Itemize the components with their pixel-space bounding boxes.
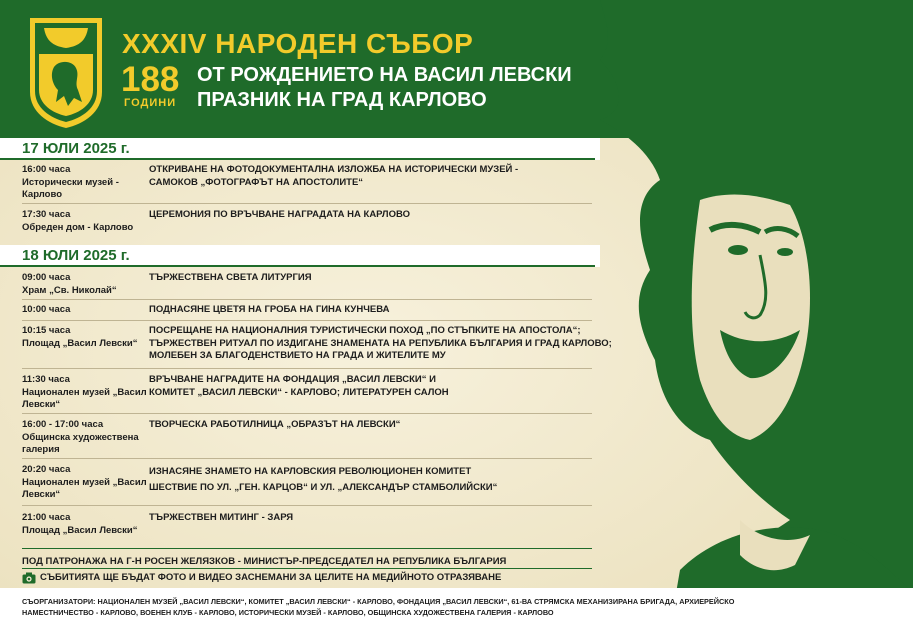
divider xyxy=(22,458,592,459)
event-description: ПОСРЕЩАНЕ НА НАЦИОНАЛНИЯ ТУРИСТИЧЕСКИ ПОХОД „ПО СТЪПКИТЕ НА АПОСТОЛА“; ТЪРЖЕСТВЕН РИТУАЛ ПО ИЗДИГАНЕ ЗНАМЕНАТА НА РЕПУБЛИКА БЪЛГАРИЯ И ГРАД КАРЛОВО; МОЛЕБЕН ЗА БЛАГОДЕНСТВИЕТО НА ГРАДА И ЖИТЕЛИТЕ МУ xyxy=(149,325,612,361)
footer-divider xyxy=(22,548,592,549)
day-header-18-july xyxy=(0,245,600,267)
event-time-location: 21:00 часа Площад „Васил Левски“ xyxy=(22,512,138,536)
event-description: ВРЪЧВАНЕ НАГРАДИТЕ НА ФОНДАЦИЯ „ВАСИЛ ЛЕВСКИ“ И КОМИТЕТ „ВАСИЛ ЛЕВСКИ“ - КАРЛОВО; ЛИТЕРАТУРЕН САЛОН xyxy=(149,374,449,398)
subtitle-holiday: ПРАЗНИК НА ГРАД КАРЛОВО xyxy=(197,89,487,111)
event-time-location: 20:20 часа Национален музей „Васил Левски“ xyxy=(22,464,147,500)
coorganizers-band xyxy=(0,588,913,628)
event-description: ТВОРЧЕСКА РАБОТИЛНИЦА „ОБРАЗЪТ НА ЛЕВСКИ“ xyxy=(149,419,401,430)
anniversary-years-word: ГОДИНИ xyxy=(124,97,177,109)
coat-of-arms-logo xyxy=(24,12,108,130)
footer-divider xyxy=(22,568,592,569)
event-time-location: 16:00 - 17:00 часа Общинска художествена галерия xyxy=(22,419,139,455)
festival-title: XXXIV НАРОДЕН СЪБОР xyxy=(122,28,474,59)
divider xyxy=(22,505,592,506)
event-time-location: 16:00 часа Исторически музей - Карлово xyxy=(22,164,119,200)
event-description: ОТКРИВАНЕ НА ФОТОДОКУМЕНТАЛНА ИЗЛОЖБА НА ИСТОРИЧЕСКИ МУЗЕЙ - САМОКОВ „ФОТОГРАФЪТ НА АПОСТОЛИТЕ“ xyxy=(149,164,519,188)
day-header-17-july xyxy=(0,138,600,160)
divider xyxy=(22,203,592,204)
event-description: ИЗНАСЯНЕ ЗНАМЕТО НА КАРЛОВСКИЯ РЕВОЛЮЦИОНЕН КОМИТЕТ ШЕСТВИЕ ПО УЛ. „ГЕН. КАРЦОВ“ И УЛ. „АЛЕКСАНДЪР СТАМБОЛИЙСКИ“ xyxy=(149,466,498,493)
event-time-location: 09:00 часа Храм „Св. Николай“ xyxy=(22,272,117,296)
patronage-text: ПОД ПАТРОНАЖА НА Г-Н РОСЕН ЖЕЛЯЗКОВ - МИНИСТЪР-ПРЕДСЕДАТЕЛ НА РЕПУБЛИКА БЪЛГАРИЯ xyxy=(22,556,507,567)
event-description: ЦЕРЕМОНИЯ ПО ВРЪЧВАНЕ НАГРАДАТА НА КАРЛОВО xyxy=(149,209,410,220)
event-time-location: 10:15 часа Площад „Васил Левски“ xyxy=(22,325,138,349)
coorganizers-text: СЪОРГАНИЗАТОРИ: НАЦИОНАЛЕН МУЗЕЙ „ВАСИЛ ЛЕВСКИ“, КОМИТЕТ „ВАСИЛ ЛЕВСКИ“ - КАРЛОВО, ФОНДАЦИЯ „ВАСИЛ ЛЕВСКИ“, 61-ВА СТРЯМСКА МЕХАНИЗИРАНА БРИГАДА, АРХИЕРЕЙСКО НАМЕСТНИЧЕСТВО - КАРЛОВО, ВОЕНЕН КЛУБ - КАРЛОВО, ИСТОРИЧЕСКИ МУЗЕЙ - КАРЛОВО, ОБЩИНСКА ХУДОЖЕСТВЕНА ГАЛЕРИЯ - КАРЛОВО xyxy=(22,597,735,617)
subtitle-birth: ОТ РОЖДЕНИЕТО НА ВАСИЛ ЛЕВСКИ xyxy=(197,64,572,86)
divider xyxy=(22,320,592,321)
day-title: 18 ЮЛИ 2025 г. xyxy=(22,247,130,264)
event-description: ПОДНАСЯНЕ ЦВЕТЯ НА ГРОБА НА ГИНА КУНЧЕВА xyxy=(149,304,390,315)
event-time-location: 10:00 часа xyxy=(22,304,71,315)
event-time-location: 17:30 часа Обреден дом - Карлово xyxy=(22,209,134,233)
day-title: 17 ЮЛИ 2025 г. xyxy=(22,140,130,157)
divider xyxy=(22,413,592,414)
event-description: ТЪРЖЕСТВЕН МИТИНГ - ЗАРЯ xyxy=(149,512,294,523)
event-description: ТЪРЖЕСТВЕНА СВЕТА ЛИТУРГИЯ xyxy=(149,272,312,283)
camera-icon xyxy=(22,572,36,584)
anniversary-number: 188 xyxy=(121,60,180,99)
divider xyxy=(22,299,592,300)
media-notice: СЪБИТИЯТА ЩЕ БЪДАТ ФОТО И ВИДЕО ЗАСНЕМАНИ ЗА ЦЕЛИТЕ НА МЕДИЙНОТО ОТРАЗЯВАНЕ xyxy=(40,572,502,583)
event-time-location: 11:30 часа Национален музей „Васил Левски“ xyxy=(22,374,147,410)
divider xyxy=(22,368,592,369)
